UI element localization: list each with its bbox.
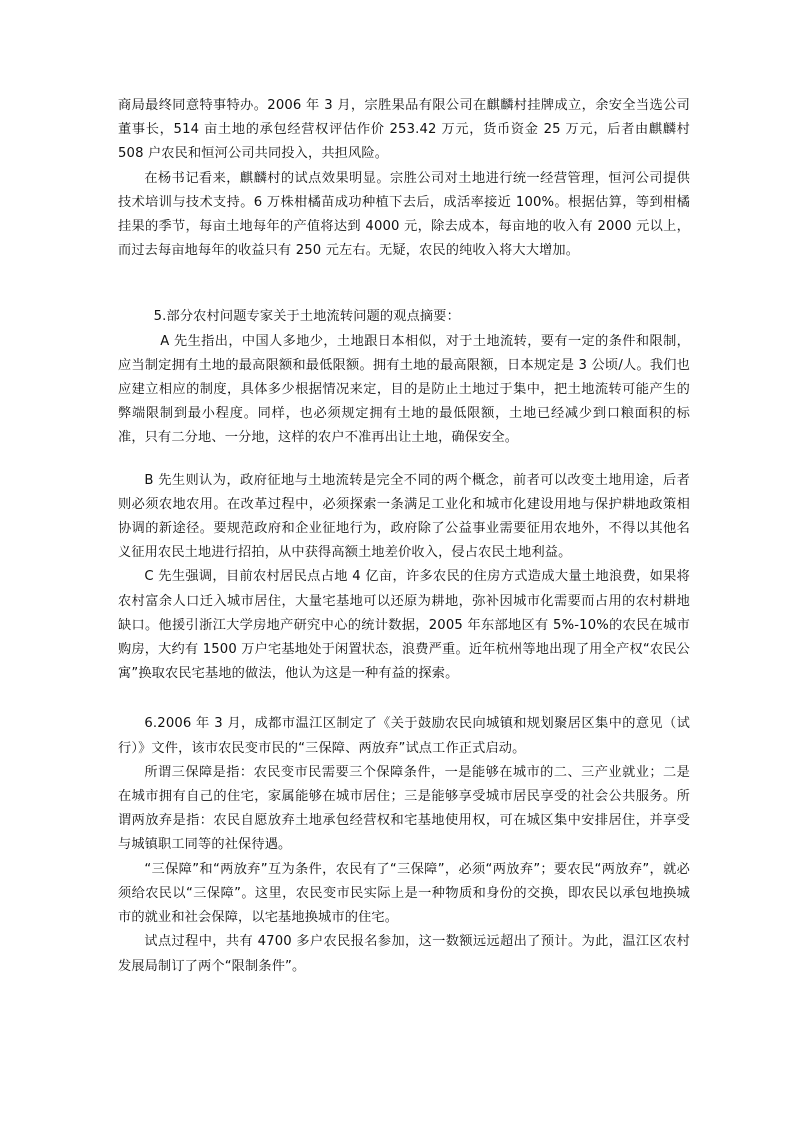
paragraph: 商局最终同意特事特办。2006 年 3 月，宗胜果品有限公司在麒麟村挂牌成立，余安全当选公司董事长，514 亩土地的承包经营权评估作价 253.42 万元，货币资金 25 万元，后者由麒麟村 508 户农民和恒河公司共同投入，共担风险。 bbox=[118, 98, 690, 162]
paragraph-expert-c: C 先生强调，目前农村居民点占地 4 亿亩，许多农民的住房方式造成大量土地浪费，如果将农村富余人口迁入城市居住，大量宅基地可以还原为耕地，弥补因城市化需要而占用的农村耕地缺口。他援引浙江大学房地产研究中心的统计数据，2005 年东部地区有 5%-10%的农民在城市购房，大约有 1500 万户宅基地处于闲置状态，浪费严重。近年杭州等地出现了用全产权“农民公寓”换取农民宅基地的做法，他认为这是一种有益的探索。 bbox=[118, 569, 690, 682]
section-5-heading: 5.部分农村问题专家关于土地流转问题的观点摘要： bbox=[153, 309, 460, 325]
paragraph: “三保障”和“两放弃”互为条件，农民有了“三保障”，必须“两放弃”；要农民“两放弃”，就必须给农民以“三保障”。这里，农民变市民实际上是一种物质和身份的交换，即农民以承包地换城市的就业和社会保障，以宅基地换城市的住宅。 bbox=[118, 861, 690, 926]
section-6-heading: 6.2006 年 3 月，成都市温江区制定了《关于鼓励农民向城镇和规划聚居区集中的意见（试行）》文件，该市农民变市民的“三保障、两放弃”试点工作正式启动。 bbox=[118, 716, 690, 756]
document-body bbox=[118, 94, 690, 979]
paragraph: 在杨书记看来，麒麟村的试点效果明显。宗胜公司对土地进行统一经营管理，恒河公司提供技术培训与技术支持。6 万株柑橘苗成功种植下去后，成活率接近 100%。根据估算，等到柑橘挂果的季节，每亩土地每年的产值将达到 4000 元，除去成本，每亩地的收入有 2000 元以上，而过去每亩地每年的收益只有 250 元左右。无疑，农民的纯收入将大大增加。 bbox=[118, 170, 690, 259]
spacer bbox=[118, 686, 690, 712]
paragraph-expert-b: B 先生则认为，政府征地与土地流转是完全不同的两个概念，前者可以改变土地用途，后者则必须农地农用。在改革过程中，必须探索一条满足工业化和城市化建设用地与保护耕地政策相协调的新途径。要规范政府和企业征地行为，政府除了公益事业需要征用农地外，不得以其他名义征用农民土地进行招拍，从中获得高额土地差价收入，侵占农民土地利益。 bbox=[118, 472, 690, 561]
paragraph: 所谓三保障是指：农民变市民需要三个保障条件，一是能够在城市的二、三产业就业；二是在城市拥有自己的住宅，家属能够在城市居住；三是能够享受城市居民享受的社会公共服务。所谓两放弃是指：农民自愿放弃土地承包经营权和宅基地使用权，可在城区集中安排居住，并享受与城镇职工同等的社保待遇。 bbox=[118, 764, 690, 853]
spacer bbox=[118, 263, 690, 305]
spacer bbox=[118, 451, 690, 469]
paragraph: 试点过程中，共有 4700 多户农民报名参加，这一数额远远超出了预计。为此，温江区农村发展局制订了两个“限制条件”。 bbox=[118, 934, 690, 974]
paragraph-expert-a: A 先生指出，中国人多地少，土地跟日本相似，对于土地流转，要有一定的条件和限制，应当制定拥有土地的最高限额和最低限额。拥有土地的最高限额，日本规定是 3 公顷/人。我们也应建立相应的制度，具体多少根据情况来定，目的是防止土地过于集中，把土地流转可能产生的弊端限制到最小程度。同样，也必须规定拥有土地的最低限额，土地已经减少到口粮面积的标准，只有二分地、一分地，这样的农户不准再出让土地，确保安全。 bbox=[118, 333, 690, 446]
